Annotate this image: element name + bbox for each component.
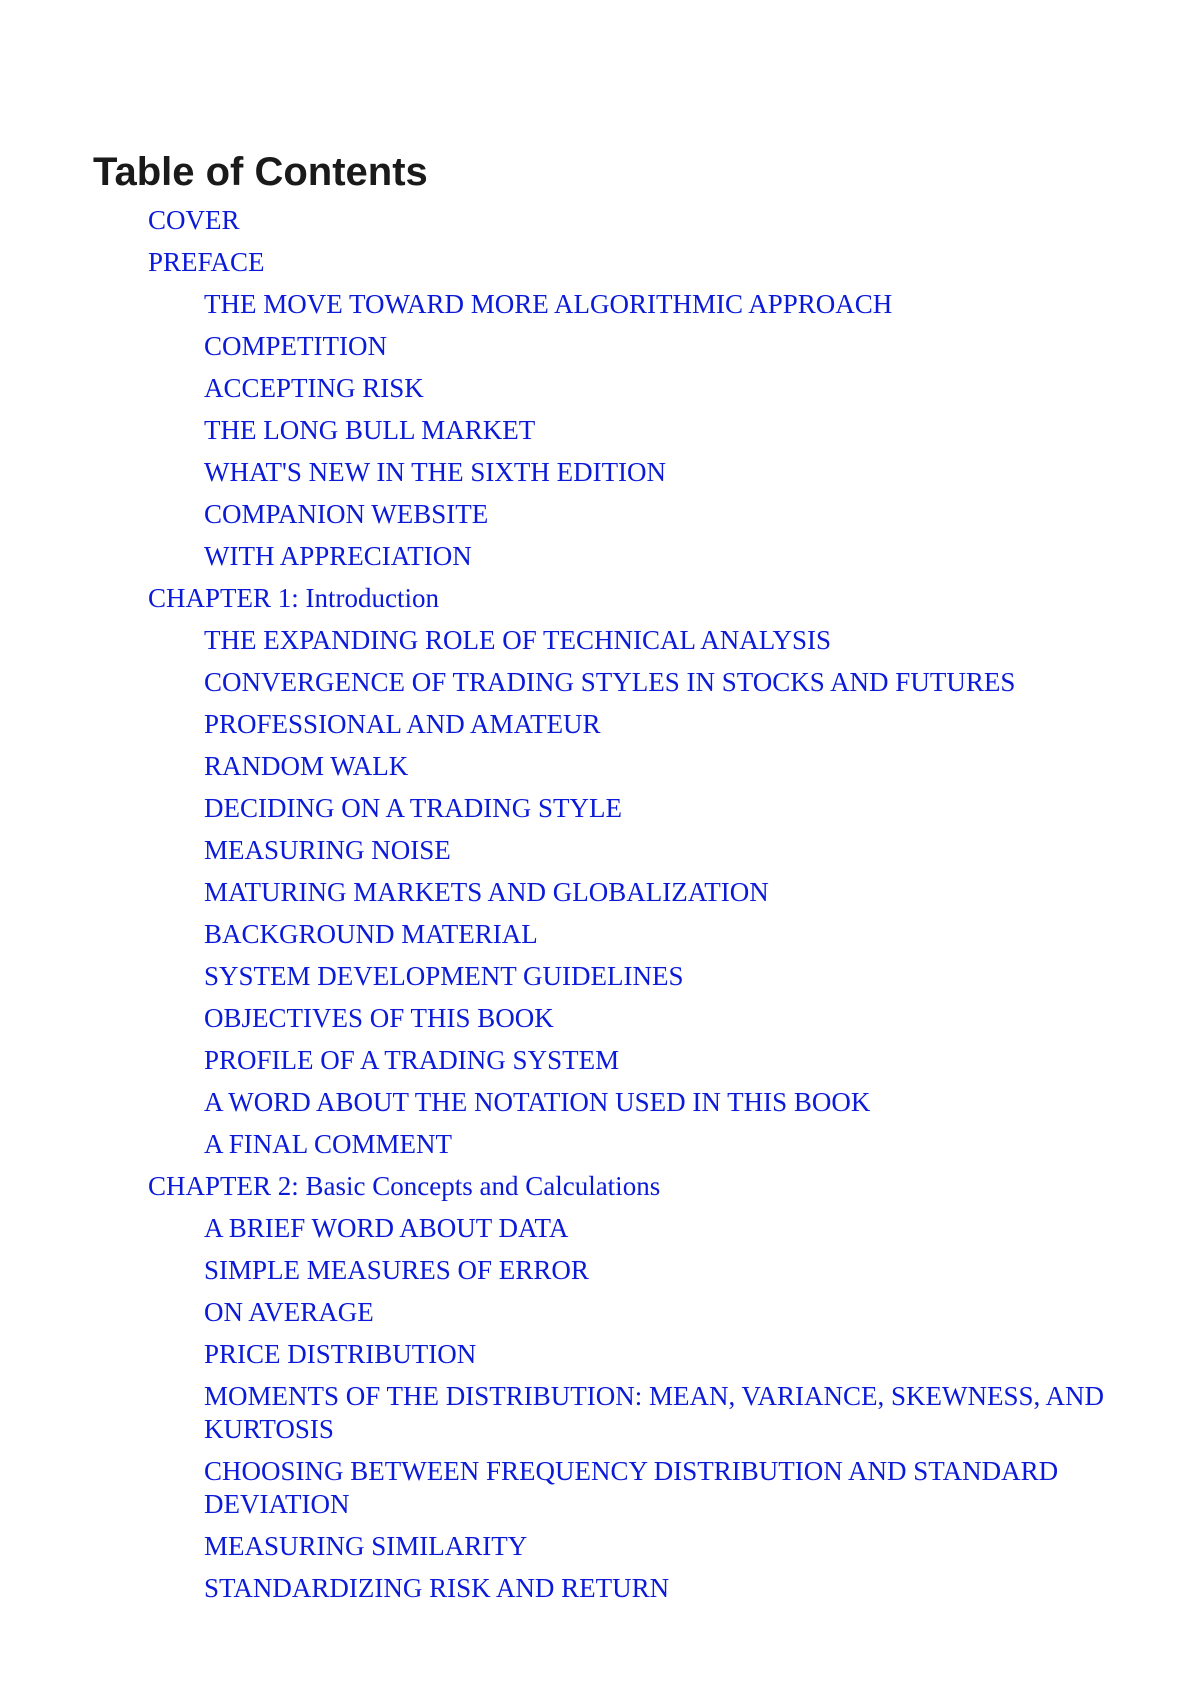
toc-item	[93, 1526, 1120, 1568]
toc-item	[93, 1250, 1120, 1292]
toc-item	[93, 1451, 1120, 1526]
toc-item	[93, 620, 1120, 662]
toc-item-cover	[93, 200, 1120, 242]
toc-item	[93, 1292, 1120, 1334]
toc-link[interactable]: COMPETITION	[204, 331, 387, 361]
toc-link[interactable]: COMPANION WEBSITE	[204, 499, 489, 529]
toc-item	[93, 536, 1120, 578]
toc-list	[93, 200, 1120, 1610]
toc-item	[93, 788, 1120, 830]
toc-link[interactable]: WHAT'S NEW IN THE SIXTH EDITION	[204, 457, 667, 487]
toc-item-preface	[93, 242, 1120, 284]
toc-link[interactable]: MEASURING SIMILARITY	[204, 1531, 528, 1561]
toc-link[interactable]: WITH APPRECIATION	[204, 541, 472, 571]
toc-link[interactable]: SYSTEM DEVELOPMENT GUIDELINES	[204, 961, 684, 991]
toc-item	[93, 326, 1120, 368]
toc-item	[93, 494, 1120, 536]
toc-item	[93, 872, 1120, 914]
toc-link[interactable]: A WORD ABOUT THE NOTATION USED IN THIS BOOK	[204, 1087, 871, 1117]
toc-link[interactable]: DECIDING ON A TRADING STYLE	[204, 793, 622, 823]
toc-link[interactable]: A FINAL COMMENT	[204, 1129, 453, 1159]
toc-item	[93, 1568, 1120, 1610]
toc-link[interactable]: OBJECTIVES OF THIS BOOK	[204, 1003, 554, 1033]
toc-link[interactable]: A BRIEF WORD ABOUT DATA	[204, 1213, 569, 1243]
toc-link[interactable]: ON AVERAGE	[204, 1297, 374, 1327]
toc-link[interactable]: THE EXPANDING ROLE OF TECHNICAL ANALYSIS	[204, 625, 832, 655]
toc-item	[93, 1124, 1120, 1166]
toc-link[interactable]: STANDARDIZING RISK AND RETURN	[204, 1573, 670, 1603]
toc-item	[93, 1040, 1120, 1082]
toc-item	[93, 830, 1120, 872]
toc-link[interactable]: THE MOVE TOWARD MORE ALGORITHMIC APPROACH	[204, 289, 893, 319]
toc-link[interactable]: CHAPTER 2: Basic Concepts and Calculations	[148, 1171, 661, 1201]
toc-link[interactable]: MOMENTS OF THE DISTRIBUTION: MEAN, VARIANCE, SKEWNESS, AND KURTOSIS	[204, 1381, 1105, 1444]
toc-item	[93, 704, 1120, 746]
toc-item	[93, 746, 1120, 788]
toc-item	[93, 1376, 1120, 1451]
toc-item-chapter-1	[93, 578, 1120, 620]
toc-item	[93, 914, 1120, 956]
toc-link[interactable]: PREFACE	[148, 247, 265, 277]
toc-link[interactable]: CHOOSING BETWEEN FREQUENCY DISTRIBUTION AND STANDARD DEVIATION	[204, 1456, 1059, 1519]
toc-link[interactable]: THE LONG BULL MARKET	[204, 415, 536, 445]
toc-link[interactable]: PROFESSIONAL AND AMATEUR	[204, 709, 601, 739]
toc-link[interactable]: RANDOM WALK	[204, 751, 409, 781]
toc-link[interactable]: BACKGROUND MATERIAL	[204, 919, 538, 949]
toc-link[interactable]: PROFILE OF A TRADING SYSTEM	[204, 1045, 620, 1075]
toc-item	[93, 368, 1120, 410]
toc-link[interactable]: CONVERGENCE OF TRADING STYLES IN STOCKS AND FUTURES	[204, 667, 1016, 697]
toc-item	[93, 1208, 1120, 1250]
toc-item	[93, 956, 1120, 998]
toc-link[interactable]: COVER	[148, 205, 240, 235]
toc-item	[93, 998, 1120, 1040]
toc-link[interactable]: SIMPLE MEASURES OF ERROR	[204, 1255, 589, 1285]
toc-link[interactable]: ACCEPTING RISK	[204, 373, 424, 403]
toc-link[interactable]: MATURING MARKETS AND GLOBALIZATION	[204, 877, 769, 907]
page-title: Table of Contents	[93, 150, 428, 194]
toc-link[interactable]: CHAPTER 1: Introduction	[148, 583, 439, 613]
toc-item-chapter-2	[93, 1166, 1120, 1208]
toc-item	[93, 1334, 1120, 1376]
toc-link[interactable]: PRICE DISTRIBUTION	[204, 1339, 477, 1369]
toc-item	[93, 1082, 1120, 1124]
toc-link[interactable]: MEASURING NOISE	[204, 835, 451, 865]
toc-item	[93, 662, 1120, 704]
toc-item	[93, 284, 1120, 326]
toc-item	[93, 452, 1120, 494]
toc-item	[93, 410, 1120, 452]
